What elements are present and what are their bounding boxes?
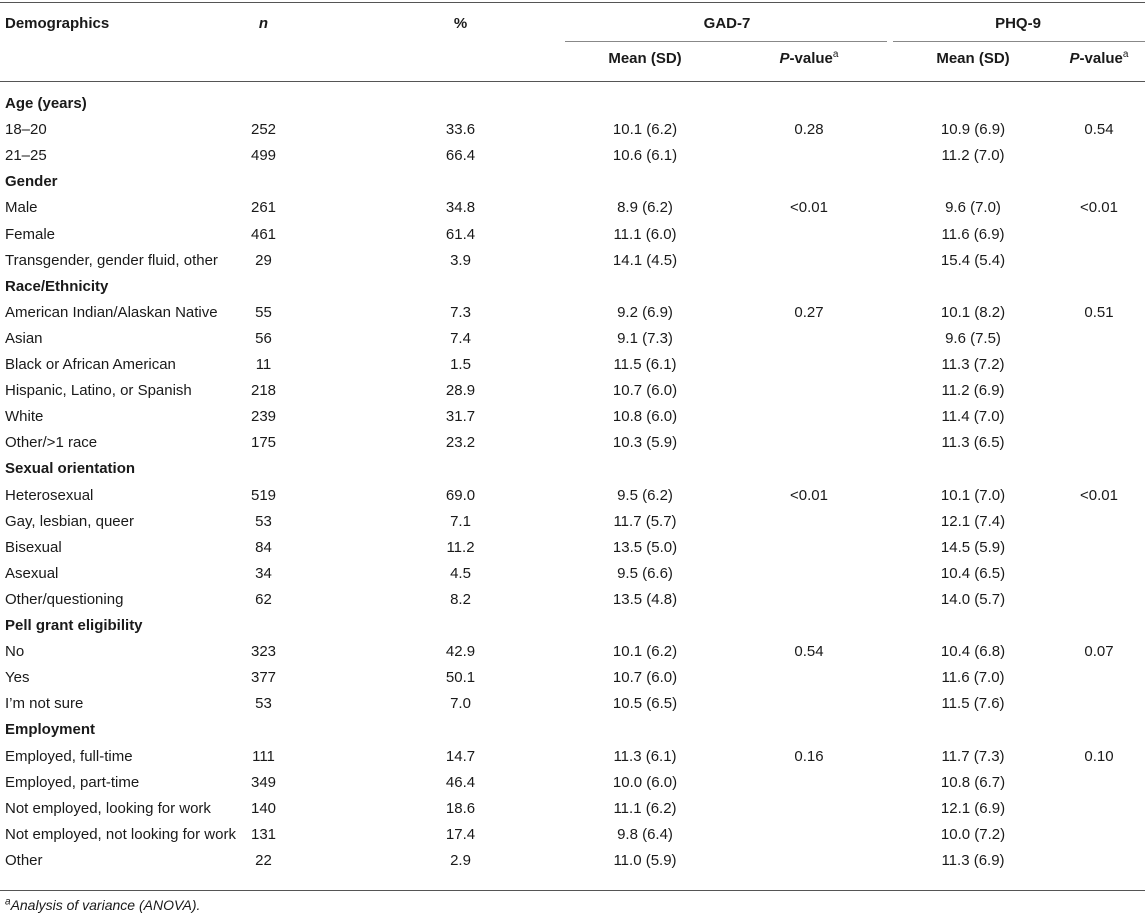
group-label: Sexual orientation bbox=[5, 460, 136, 478]
header-gad7-mean-sd: Mean (SD) bbox=[608, 50, 682, 67]
row-label: American Indian/Alaskan Native bbox=[5, 303, 218, 321]
cell-n: 239 bbox=[250, 408, 277, 426]
table-row bbox=[0, 639, 1145, 665]
cell-percent: 4.5 bbox=[450, 564, 471, 582]
table-row bbox=[0, 195, 1145, 221]
row-label: Male bbox=[5, 199, 38, 217]
table-row bbox=[0, 744, 1145, 770]
row-label: Female bbox=[5, 225, 56, 243]
cell-percent: 2.9 bbox=[450, 851, 471, 869]
cell-gad7-pvalue: <0.01 bbox=[790, 486, 828, 504]
row-label: Other/questioning bbox=[5, 590, 124, 608]
cell-phq9-mean-sd: 10.4 (6.5) bbox=[940, 564, 1006, 582]
group-label: Pell grant eligibility bbox=[5, 617, 143, 634]
row-label: Asexual bbox=[5, 564, 59, 582]
group-label: Employment bbox=[5, 721, 96, 739]
cell-n: 22 bbox=[255, 851, 272, 869]
table-row bbox=[0, 222, 1145, 248]
cell-phq9-mean-sd: 10.9 (6.9) bbox=[940, 121, 1006, 139]
row-label: Bisexual bbox=[5, 538, 62, 556]
cell-percent: 61.4 bbox=[445, 225, 476, 243]
cell-gad7-mean-sd: 11.1 (6.0) bbox=[613, 225, 677, 243]
header-bottom-rule bbox=[0, 81, 1145, 82]
row-label: White bbox=[5, 408, 44, 426]
cell-n: 218 bbox=[250, 382, 277, 400]
row-label: Employed, full-time bbox=[5, 747, 133, 765]
table-row bbox=[0, 430, 1145, 456]
cell-gad7-mean-sd: 11.7 (5.7) bbox=[613, 512, 677, 530]
table-row bbox=[0, 822, 1145, 848]
cell-phq9-mean-sd: 11.7 (7.3) bbox=[941, 747, 1005, 765]
cell-phq9-pvalue: <0.01 bbox=[1080, 199, 1118, 217]
cell-gad7-mean-sd: 11.0 (5.9) bbox=[613, 851, 677, 869]
cell-phq9-mean-sd: 11.6 (6.9) bbox=[941, 225, 1005, 243]
cell-n: 140 bbox=[250, 799, 277, 817]
cell-phq9-mean-sd: 10.1 (7.0) bbox=[940, 486, 1006, 504]
gad7-span-rule bbox=[565, 41, 887, 42]
cell-gad7-mean-sd: 9.8 (6.4) bbox=[617, 825, 673, 843]
cell-n: 56 bbox=[255, 329, 272, 347]
cell-phq9-mean-sd: 14.5 (5.9) bbox=[940, 538, 1006, 556]
cell-percent: 31.7 bbox=[445, 408, 476, 426]
row-label: 18–20 bbox=[5, 121, 47, 139]
row-label: No bbox=[5, 643, 25, 661]
header-phq9: PHQ-9 bbox=[995, 15, 1041, 32]
row-label: Yes bbox=[5, 669, 30, 687]
cell-percent: 7.4 bbox=[450, 329, 471, 347]
cell-phq9-mean-sd: 11.2 (7.0) bbox=[941, 147, 1005, 165]
cell-gad7-mean-sd: 9.5 (6.2) bbox=[617, 486, 673, 504]
footnote: $^a$Analysis of variance (ANOVA). bbox=[5, 896, 201, 913]
cell-gad7-mean-sd: 10.7 (6.0) bbox=[612, 669, 678, 687]
cell-phq9-mean-sd: 11.5 (7.6) bbox=[941, 695, 1005, 713]
cell-n: 131 bbox=[250, 825, 277, 843]
cell-gad7-pvalue: 0.16 bbox=[794, 747, 824, 765]
row-label: Black or African American bbox=[5, 356, 176, 373]
table-row bbox=[0, 483, 1145, 509]
cell-phq9-mean-sd: 11.3 (6.9) bbox=[941, 851, 1005, 869]
cell-gad7-mean-sd: 10.7 (6.0) bbox=[612, 382, 678, 400]
cell-percent: 8.2 bbox=[450, 590, 471, 608]
cell-percent: 66.4 bbox=[445, 147, 476, 165]
group-row bbox=[0, 91, 1145, 117]
cell-percent: 50.1 bbox=[445, 669, 476, 687]
table-row bbox=[0, 587, 1145, 613]
cell-n: 53 bbox=[255, 695, 272, 713]
cell-phq9-pvalue: 0.07 bbox=[1084, 643, 1114, 661]
cell-percent: 7.3 bbox=[450, 303, 471, 321]
cell-gad7-pvalue: 0.28 bbox=[794, 121, 824, 139]
cell-phq9-mean-sd: 12.1 (6.9) bbox=[940, 799, 1006, 817]
cell-percent: 14.7 bbox=[445, 747, 476, 765]
cell-phq9-mean-sd: 11.6 (7.0) bbox=[941, 669, 1005, 687]
header-demographics: Demographics bbox=[5, 15, 110, 32]
table-row bbox=[0, 300, 1145, 326]
cell-gad7-mean-sd: 10.1 (6.2) bbox=[612, 643, 678, 661]
row-label: Other bbox=[5, 851, 43, 869]
cell-phq9-mean-sd: 9.6 (7.5) bbox=[945, 329, 1001, 347]
cell-phq9-pvalue: 0.54 bbox=[1084, 121, 1114, 139]
cell-percent: 7.0 bbox=[450, 695, 471, 713]
table-row bbox=[0, 117, 1145, 143]
cell-gad7-mean-sd: 14.1 (4.5) bbox=[612, 251, 678, 269]
cell-n: 261 bbox=[250, 199, 277, 217]
group-label: Race/Ethnicity bbox=[5, 277, 109, 295]
cell-n: 34 bbox=[255, 564, 272, 582]
cell-percent: 23.2 bbox=[445, 434, 476, 452]
table-row bbox=[0, 378, 1145, 404]
cell-gad7-pvalue: 0.27 bbox=[794, 303, 824, 321]
cell-gad7-pvalue: 0.54 bbox=[794, 643, 824, 661]
cell-n: 62 bbox=[255, 590, 272, 608]
cell-percent: 34.8 bbox=[445, 199, 476, 217]
top-rule bbox=[0, 2, 1145, 3]
cell-phq9-mean-sd: 9.6 (7.0) bbox=[945, 199, 1001, 217]
header-gad7: GAD-7 bbox=[703, 15, 751, 32]
cell-gad7-mean-sd: 10.6 (6.1) bbox=[612, 147, 678, 165]
cell-n: 461 bbox=[250, 225, 277, 243]
cell-gad7-mean-sd: 11.5 (6.1) bbox=[613, 356, 677, 373]
table-row bbox=[0, 848, 1145, 874]
table-row bbox=[0, 561, 1145, 587]
table-row bbox=[0, 143, 1145, 169]
row-label: Heterosexual bbox=[5, 486, 94, 504]
table-row bbox=[0, 326, 1145, 352]
row-label: I’m not sure bbox=[5, 695, 84, 713]
table-row bbox=[0, 665, 1145, 691]
cell-gad7-mean-sd: 9.2 (6.9) bbox=[617, 303, 673, 321]
row-label: Hispanic, Latino, or Spanish bbox=[5, 382, 192, 400]
cell-gad7-mean-sd: 10.3 (5.9) bbox=[612, 434, 678, 452]
row-label: Gay, lesbian, queer bbox=[5, 512, 134, 530]
cell-percent: 28.9 bbox=[445, 382, 476, 400]
cell-gad7-mean-sd: 13.5 (4.8) bbox=[612, 590, 678, 608]
cell-n: 519 bbox=[250, 486, 277, 504]
cell-percent: 33.6 bbox=[445, 121, 476, 139]
cell-n: 175 bbox=[250, 434, 277, 452]
cell-n: 11 bbox=[255, 356, 272, 373]
group-row bbox=[0, 169, 1145, 195]
cell-phq9-mean-sd: 11.3 (7.2) bbox=[941, 356, 1005, 373]
group-row bbox=[0, 717, 1145, 743]
header-percent: % bbox=[453, 15, 468, 32]
row-label: Other/>1 race bbox=[5, 434, 98, 452]
table-row bbox=[0, 404, 1145, 430]
cell-percent: 18.6 bbox=[445, 799, 476, 817]
cell-gad7-mean-sd: 10.8 (6.0) bbox=[612, 408, 678, 426]
row-label: Employed, part-time bbox=[5, 773, 140, 791]
cell-percent: 3.9 bbox=[450, 251, 471, 269]
table-row bbox=[0, 352, 1145, 378]
row-label: 21–25 bbox=[5, 147, 47, 165]
header-row-2 bbox=[0, 46, 1145, 72]
cell-gad7-mean-sd: 11.3 (6.1) bbox=[613, 747, 677, 765]
cell-n: 111 bbox=[252, 747, 275, 765]
cell-phq9-pvalue: 0.10 bbox=[1084, 747, 1114, 765]
cell-percent: 17.4 bbox=[445, 825, 476, 843]
cell-phq9-mean-sd: 15.4 (5.4) bbox=[940, 251, 1006, 269]
cell-phq9-mean-sd: 11.4 (7.0) bbox=[941, 408, 1005, 426]
phq9-span-rule bbox=[893, 41, 1145, 42]
row-label: Not employed, looking for work bbox=[5, 799, 211, 817]
header-phq9-pvalue: P-value$^a$ bbox=[1069, 49, 1129, 67]
cell-n: 53 bbox=[255, 512, 272, 530]
row-label: Not employed, not looking for work bbox=[5, 825, 236, 843]
row-label: Asian bbox=[5, 329, 43, 347]
cell-phq9-mean-sd: 11.3 (6.5) bbox=[941, 434, 1005, 452]
table-row bbox=[0, 770, 1145, 796]
cell-phq9-mean-sd: 10.8 (6.7) bbox=[940, 773, 1006, 791]
cell-gad7-mean-sd: 8.9 (6.2) bbox=[617, 199, 673, 217]
cell-gad7-mean-sd: 10.5 (6.5) bbox=[612, 695, 678, 713]
table-row bbox=[0, 509, 1145, 535]
cell-phq9-pvalue: <0.01 bbox=[1080, 486, 1118, 504]
cell-n: 55 bbox=[255, 303, 272, 321]
cell-gad7-mean-sd: 11.1 (6.2) bbox=[613, 799, 677, 817]
cell-phq9-mean-sd: 14.0 (5.7) bbox=[940, 590, 1006, 608]
header-gad7-pvalue: P-value$^a$ bbox=[779, 49, 839, 67]
cell-phq9-mean-sd: 12.1 (7.4) bbox=[940, 512, 1006, 530]
header-n: n bbox=[258, 15, 269, 32]
cell-percent: 69.0 bbox=[445, 486, 476, 504]
header-phq9-mean-sd: Mean (SD) bbox=[936, 50, 1010, 67]
table-row bbox=[0, 248, 1145, 274]
header-row-1 bbox=[0, 11, 1145, 37]
table-row bbox=[0, 691, 1145, 717]
cell-percent: 42.9 bbox=[445, 643, 476, 661]
cell-gad7-mean-sd: 9.5 (6.6) bbox=[617, 564, 673, 582]
bottom-rule bbox=[0, 890, 1145, 891]
cell-n: 252 bbox=[250, 121, 277, 139]
cell-gad7-mean-sd: 10.1 (6.2) bbox=[612, 121, 678, 139]
group-label: Gender bbox=[5, 173, 58, 191]
cell-phq9-pvalue: 0.51 bbox=[1084, 303, 1114, 321]
row-label: Transgender, gender fluid, other bbox=[5, 251, 218, 269]
cell-gad7-mean-sd: 9.1 (7.3) bbox=[617, 329, 673, 347]
cell-percent: 7.1 bbox=[450, 512, 471, 530]
group-row bbox=[0, 274, 1145, 300]
table-row bbox=[0, 535, 1145, 561]
group-row bbox=[0, 456, 1145, 482]
cell-n: 29 bbox=[255, 251, 272, 269]
cell-gad7-mean-sd: 13.5 (5.0) bbox=[612, 538, 678, 556]
cell-percent: 11.2 bbox=[446, 538, 475, 556]
group-row bbox=[0, 613, 1145, 639]
cell-n: 377 bbox=[250, 669, 277, 687]
cell-percent: 46.4 bbox=[445, 773, 476, 791]
cell-phq9-mean-sd: 11.2 (6.9) bbox=[941, 382, 1005, 400]
cell-n: 349 bbox=[250, 773, 277, 791]
cell-phq9-mean-sd: 10.1 (8.2) bbox=[940, 303, 1006, 321]
table-row bbox=[0, 796, 1145, 822]
cell-phq9-mean-sd: 10.4 (6.8) bbox=[940, 643, 1006, 661]
group-label: Age (years) bbox=[5, 95, 87, 112]
cell-gad7-mean-sd: 10.0 (6.0) bbox=[612, 773, 678, 791]
cell-n: 323 bbox=[250, 643, 277, 661]
cell-phq9-mean-sd: 10.0 (7.2) bbox=[940, 825, 1006, 843]
cell-percent: 1.5 bbox=[450, 356, 471, 373]
cell-n: 84 bbox=[255, 538, 272, 556]
cell-gad7-pvalue: <0.01 bbox=[790, 199, 828, 217]
cell-n: 499 bbox=[250, 147, 277, 165]
